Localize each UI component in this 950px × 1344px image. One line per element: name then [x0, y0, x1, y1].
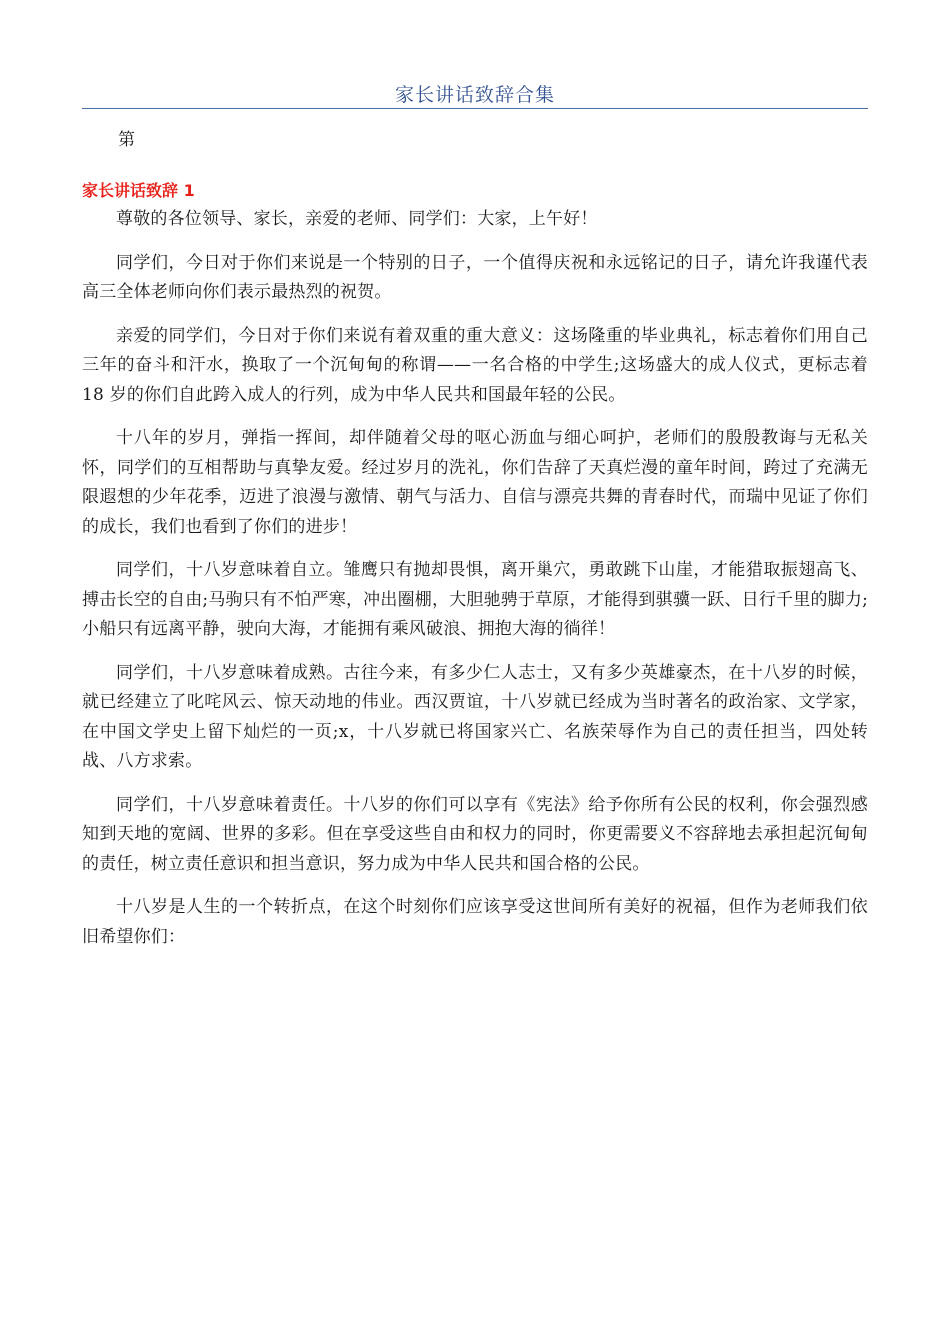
paragraph-greeting: 尊敬的各位领导、家长，亲爱的老师、同学们：大家，上午好！: [116, 209, 598, 229]
paragraph-maturity: 同学们，十八岁意味着成熟。古往今来，有多少仁人志士，又有多少英雄豪杰，在十八岁的时候，就已经建立了叱咤风云、惊天动地的伟业。西汉贾谊，十八岁就已经成为当时著名的政治家、文学家，在中国文学史上留下灿烂的一页;x，十八岁就已将国家兴亡、名族荣辱作为自己的责任担当，四处转战、八方求索。: [82, 662, 868, 771]
paragraph-eighteen-years: 十八年的岁月，弹指一挥间，却伴随着父母的呕心沥血与细心呵护，老师们的殷殷教诲与无私关怀，同学们的互相帮助与真挚友爱。经过岁月的洗礼，你们告辞了天真烂漫的童年时间，跨过了充满无限遐想的少年花季，迈进了浪漫与激情、朝气与活力、自信与漂亮共舞的青春时代，而瑞中见证了你们的成长，我们也看到了你们的进步！: [82, 428, 868, 537]
lead-text: 第: [118, 130, 135, 150]
page-header-title: 家长讲话致辞合集: [394, 84, 555, 106]
paragraph-turning-point: 十八岁是人生的一个转折点，在这个时刻你们应该享受这世间所有美好的祝福，但作为老师我们依旧希望你们：: [82, 897, 868, 947]
header-divider: [82, 108, 868, 109]
document-body: [82, 125, 868, 966]
paragraph-congratulations: 同学们，今日对于你们来说是一个特别的日子，一个值得庆祝和永远铭记的日子，请允许我谨代表高三全体老师向你们表示最热烈的祝贺。: [82, 252, 868, 302]
paragraph-dual-significance: 亲爱的同学们，今日对于你们来说有着双重的重大意义：这场隆重的毕业典礼，标志着你们用自己三年的奋斗和汗水，换取了一个沉甸甸的称谓——一名合格的中学生;这场盛大的成人仪式，更标志着 18 岁的你们自此跨入成人的行列，成为中华人民共和国最年轻的公民。: [82, 325, 868, 405]
section-heading: 家长讲话致辞 1: [82, 181, 195, 200]
paragraph-independence: 同学们，十八岁意味着自立。雏鹰只有抛却畏惧，离开巢穴，勇敢跳下山崖，才能猎取振翅高飞、搏击长空的自由;马驹只有不怕严寒，冲出圈棚，大胆驰骋于草原，才能得到骐骥一跃、日行千里的脚力;小船只有远离平静，驶向大海，才能拥有乘风破浪、拥抱大海的徜徉！: [82, 560, 868, 639]
paragraph-responsibility: 同学们，十八岁意味着责任。十八岁的你们可以享有《宪法》给予你所有公民的权利，你会强烈感知到天地的宽阔、世界的多彩。但在享受这些自由和权力的同时，你更需要义不容辞地去承担起沉甸甸的责任，树立责任意识和担当意识，努力成为中华人民共和国合格的公民。: [82, 794, 868, 874]
